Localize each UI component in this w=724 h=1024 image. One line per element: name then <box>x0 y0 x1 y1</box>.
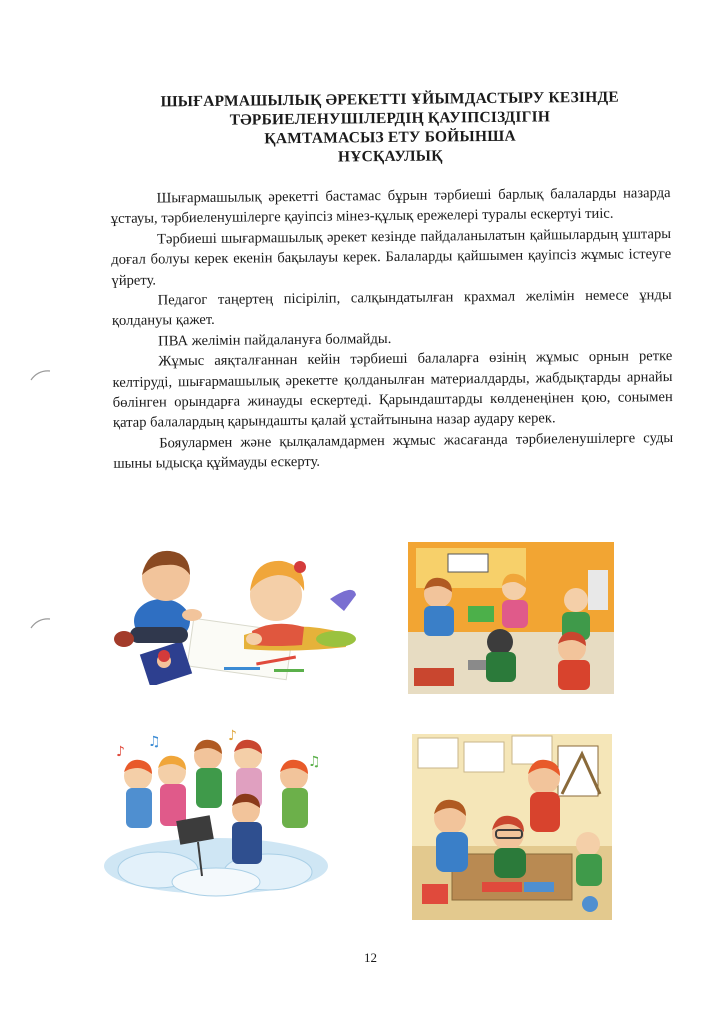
svg-text:♪: ♪ <box>116 744 125 760</box>
children-art-class-illustration <box>412 734 612 920</box>
document-title <box>150 87 631 168</box>
svg-text:♫: ♫ <box>308 754 321 770</box>
page-number: 12 <box>364 950 377 965</box>
paragraph-1: Шығармашылық әрекетті бастамас бұрын тәрбиеші барлық балаларды назарда ұстауы, тәрбиеленушілерге қауіпсіз мінез-құлық ережелері туралы ескертуі тиіс. <box>110 185 671 228</box>
scan-mark <box>30 368 52 382</box>
children-crafting-illustration <box>408 542 614 694</box>
paragraph-4: ПВА желімін пайдалануға болмайды. <box>158 330 392 350</box>
paragraph-5: Жұмыс аяқталғаннан кейін тәрбиеші балаларға өзінің жұмыс орнын ретке келтіруді, шығармашылық әрекетте қолданылған материалдарды, жабдықтарды арнайы бөлінген орындарға жинауды ескертеді. Қарындаштарды көлденеңінен қою, сонымен қатар балалардың қарындашты қалай ұстайтынына назар аудару керек. <box>112 348 673 432</box>
children-drawing-illustration <box>104 535 364 685</box>
title-line-4: НҰСҚАУЛЫҚ <box>337 147 443 166</box>
paragraph-3: Педагог таңертең пісіріліп, салқындатылған крахмал желімін немесе ұнды қолдануы қажет. <box>111 287 672 330</box>
children-singing-illustration <box>98 726 330 902</box>
title-line-2: ТӘРБИЕЛЕНУШІЛЕРДІҢ ҚАУІПСІЗДІГІН <box>229 108 551 129</box>
svg-text:♪: ♪ <box>228 728 237 744</box>
title-line-3: ҚАМТАМАСЫЗ ЕТУ БОЙЫНША <box>264 127 516 148</box>
instruction-text <box>111 183 674 475</box>
paragraph-6: Бояулармен және қылқаламдармен жұмыс жасағанда тәрбиеленушілерге суды шыны ыдысқа құймауды ескерту. <box>113 429 674 473</box>
svg-text:♫: ♫ <box>148 734 161 750</box>
scan-mark <box>30 616 52 630</box>
paragraph-2: Тәрбиеші шығармашылық әрекет кезінде пайдаланылатын қайшылардың ұштары доғал болуы керек екенін бақылауы керек. Балаларды қайшымен қауіпсіз жұмыс істеуге үйрету. <box>111 225 672 289</box>
title-line-1: ШЫҒАРМАШЫЛЫҚ ӘРЕКЕТТІ ҰЙЫМДАСТЫРУ КЕЗІНДЕ <box>160 88 619 111</box>
